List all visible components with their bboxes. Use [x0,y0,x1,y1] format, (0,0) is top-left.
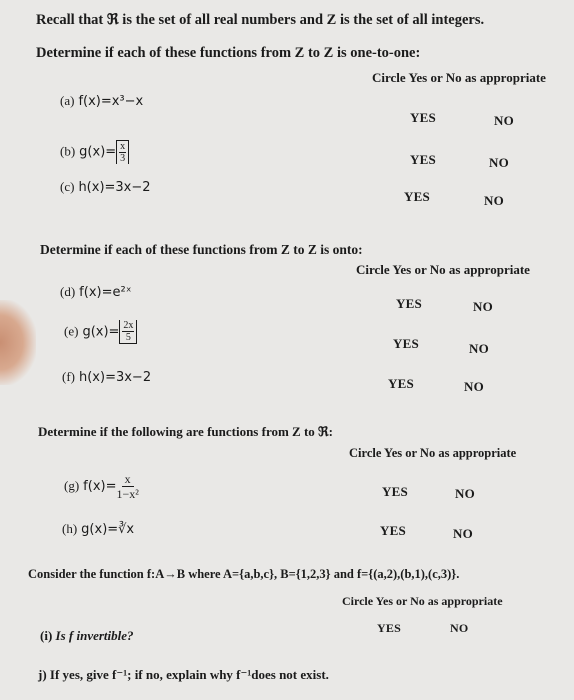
item-f-expression: h(x)=3x−2 [79,370,152,385]
thumb-shadow [0,300,36,385]
section2-heading: Determine if each of these functions from Z to Z is onto: [40,242,363,257]
item-d-no[interactable]: NO [473,299,493,314]
item-h-yes[interactable]: YES [380,523,406,538]
intro-line-1: Recall that ℜ is the set of all real numbers and Z is the set of all integers. [36,12,485,28]
item-f [62,368,151,386]
item-b-yes[interactable]: YES [410,152,436,167]
item-g-prefix: f(x)= [83,479,117,495]
item-b-denominator: 3 [120,153,126,164]
item-f-label: (f) [62,369,75,384]
item-b-label: (b) [60,143,76,159]
item-c-yes[interactable]: YES [404,189,430,204]
item-b-ceiling [116,140,129,164]
item-c-no[interactable]: NO [484,193,504,208]
section4-circle-instruction: Circle Yes or No as appropriate [342,594,503,608]
item-g-label: (g) [64,478,80,494]
item-f-no[interactable]: NO [464,379,484,394]
item-h [62,520,134,538]
intro-line-2: Determine if each of these functions from Z to Z is one-to-one: [36,45,421,61]
section4-heading: Consider the function f:A→B where A={a,b,c}, B={1,2,3} and f={(a,2),(b,1),(c,3)}. [28,567,460,581]
item-b [60,140,129,164]
item-e-yes[interactable]: YES [393,336,419,351]
item-j [38,667,329,683]
item-e-numerator: 2x [123,320,134,331]
section3-heading: Determine if the following are functions from Z to ℜ: [38,424,333,439]
item-b-prefix: g(x)= [79,144,117,160]
item-g-no[interactable]: NO [455,486,475,501]
item-e-prefix: g(x)= [82,324,120,340]
item-h-label: (h) [62,521,78,536]
item-i-label: (i) [40,628,53,643]
item-a-no[interactable]: NO [494,113,514,128]
section1-circle-instruction: Circle Yes or No as appropriate [372,70,546,85]
item-j-text: If yes, give f⁻¹; if no, explain why f⁻¹does not exist. [49,667,329,682]
item-g-denominator: 1−x² [116,487,139,501]
item-a-label: (a) [60,93,75,108]
item-e-label: (e) [64,323,79,339]
item-d-label: (d) [60,284,76,299]
section2-circle-instruction: Circle Yes or No as appropriate [356,262,530,277]
item-g-yes[interactable]: YES [382,484,408,499]
item-c-expression: h(x)=3x−2 [78,180,151,195]
item-h-no[interactable]: NO [453,526,473,541]
item-a [60,92,143,110]
item-i-no[interactable]: NO [450,621,469,635]
item-a-expression: f(x)=x³−x [78,94,144,109]
item-b-no[interactable]: NO [489,155,509,170]
item-e-denominator: 5 [125,332,131,343]
item-d [60,283,131,301]
item-h-expression: g(x)=∛x [81,522,135,537]
item-g-numerator: x [122,472,134,487]
item-g [64,472,139,501]
item-j-label: j) [38,667,47,682]
item-d-yes[interactable]: YES [396,296,422,311]
item-i-yes[interactable]: YES [377,621,401,635]
item-i-text: Is f invertible? [55,628,134,643]
item-c [60,178,151,196]
item-e-floor [119,320,137,344]
item-c-label: (c) [60,179,75,194]
item-i [40,628,134,644]
item-e-no[interactable]: NO [469,341,489,356]
item-f-yes[interactable]: YES [388,376,414,391]
item-a-yes[interactable]: YES [410,110,436,125]
section3-circle-instruction: Circle Yes or No as appropriate [349,446,517,460]
item-d-expression: f(x)=e²ˣ [79,285,132,300]
item-e [64,320,137,344]
item-b-numerator: x [120,141,126,152]
